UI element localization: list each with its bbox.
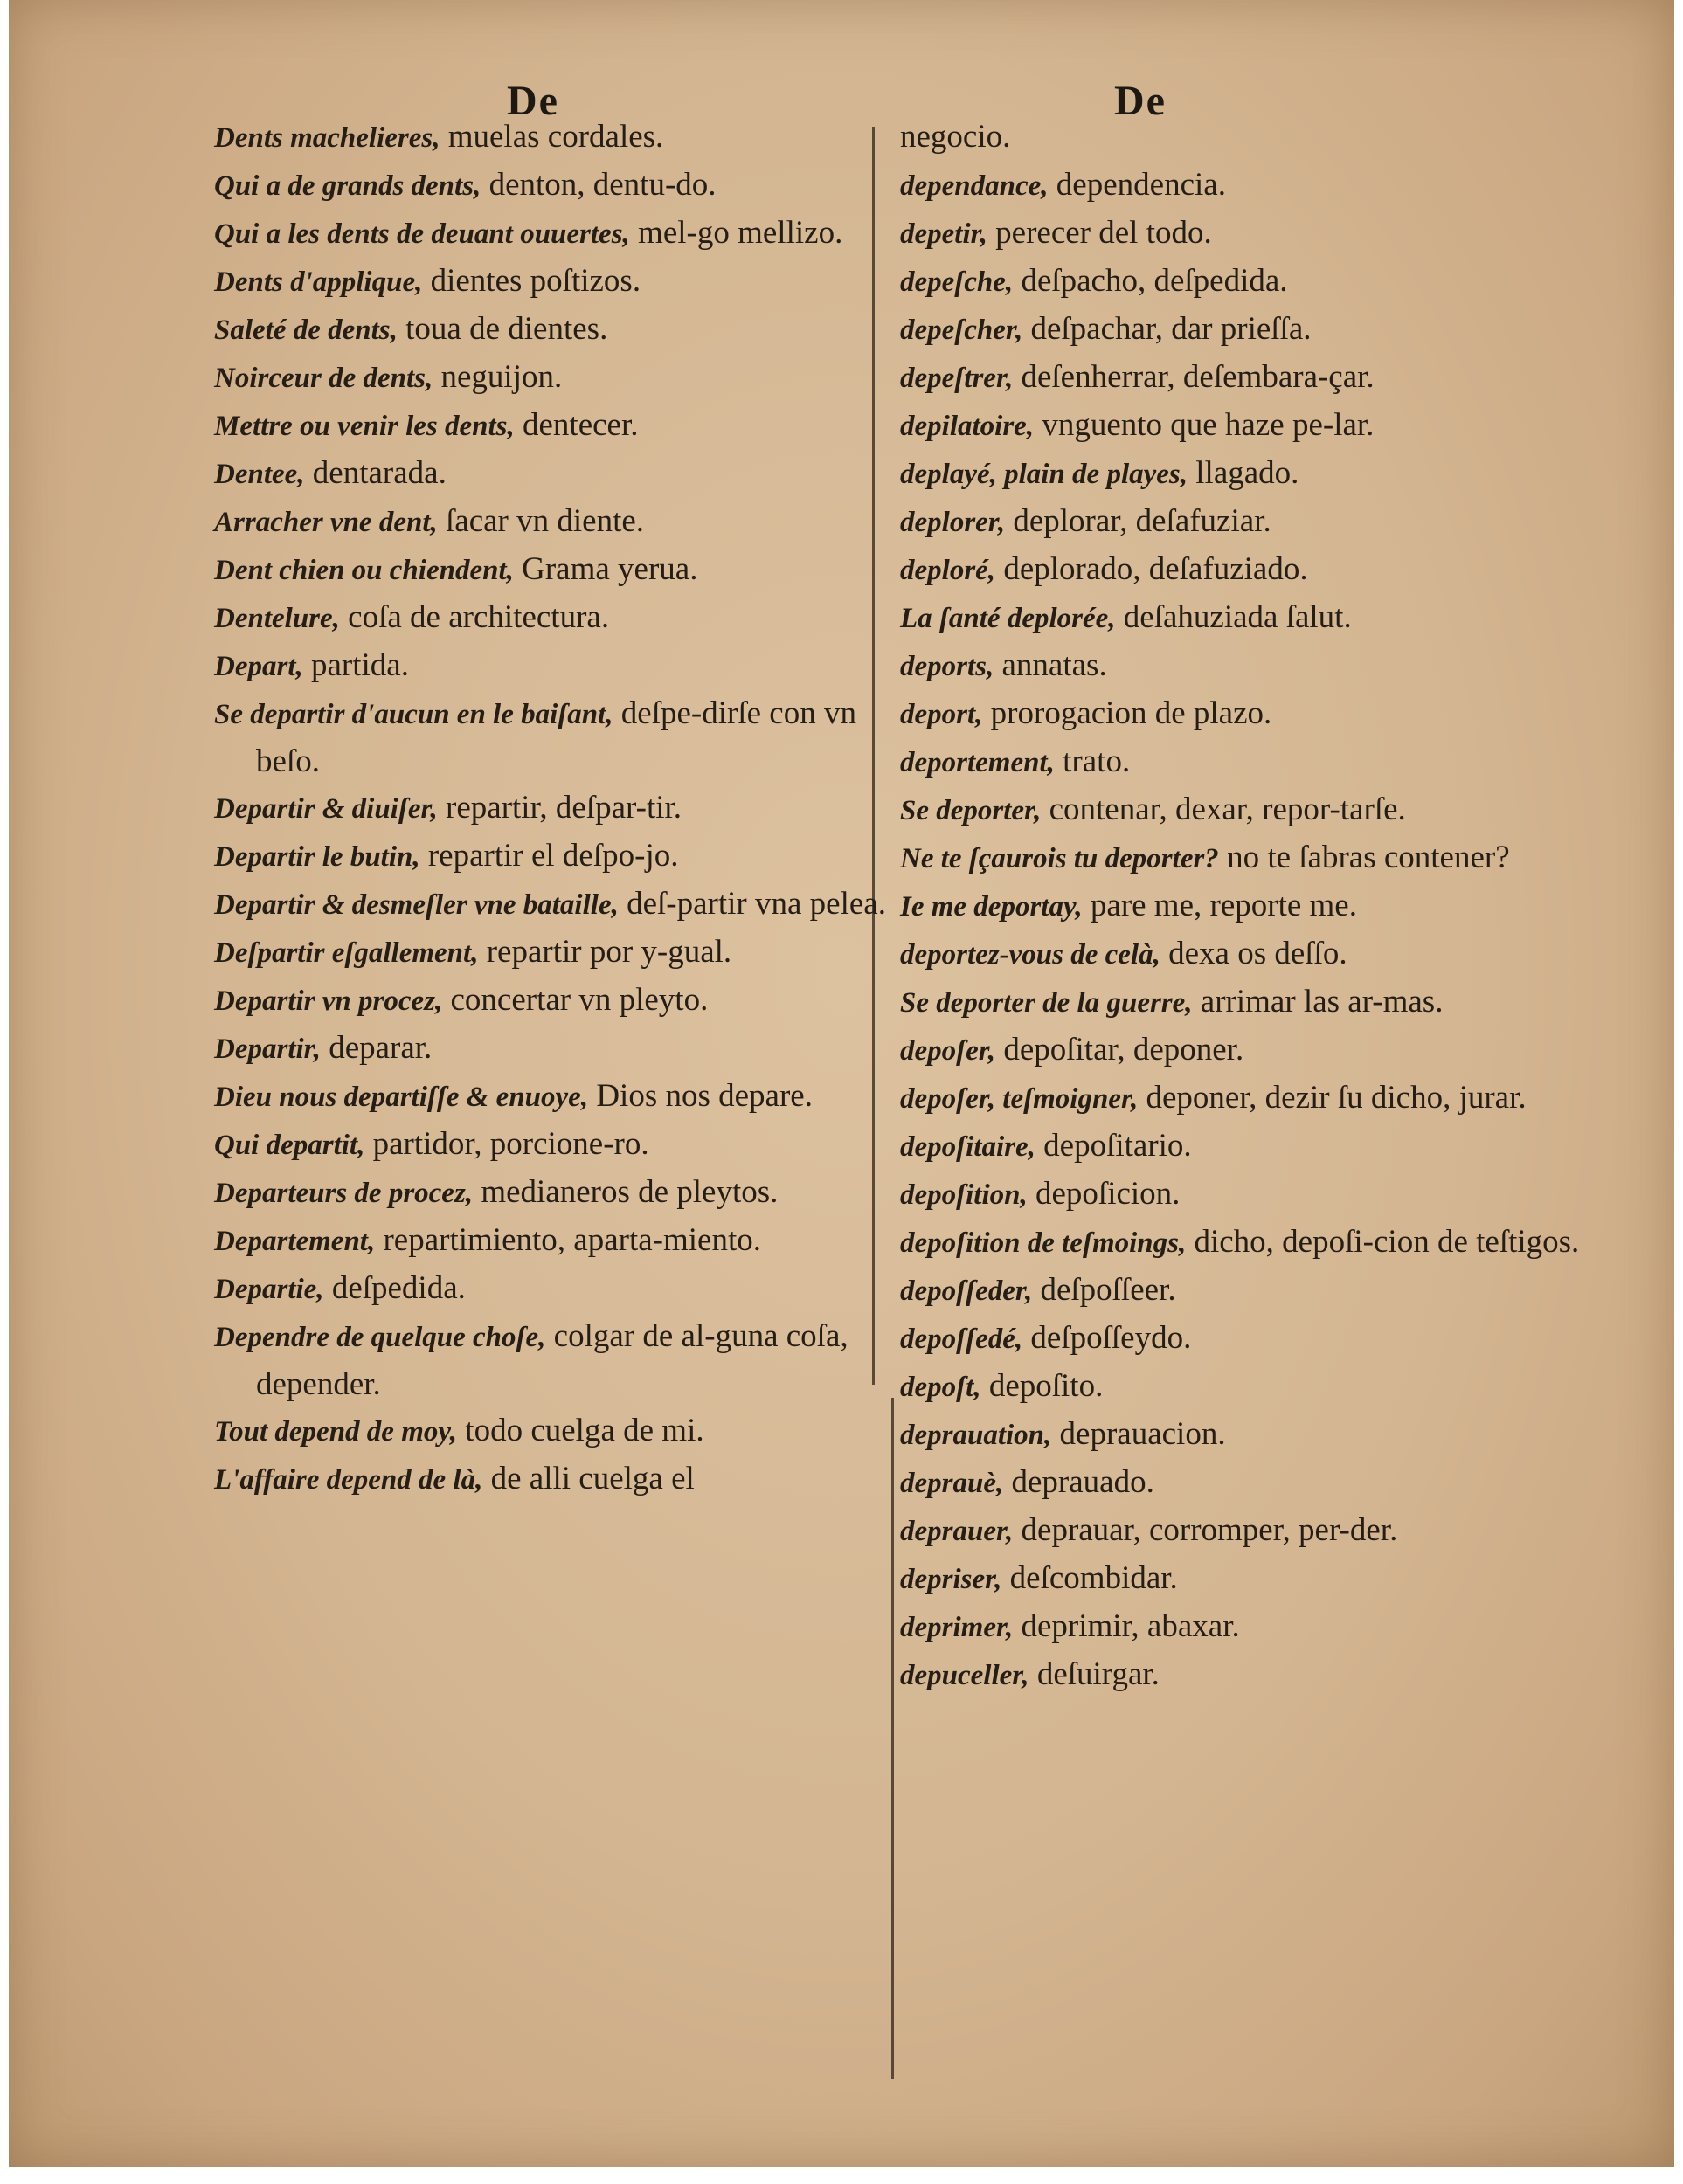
translation: deſahuziada ſalut. xyxy=(1115,599,1352,635)
headword: Departeurs de procez, xyxy=(214,1178,474,1209)
translation: Grama yerua. xyxy=(513,551,698,587)
headword: Se deporter, xyxy=(900,795,1042,826)
translation: llagado. xyxy=(1188,455,1299,491)
translation: deſpe-dirſe con vn beſo. xyxy=(256,695,856,779)
headword: deplorer, xyxy=(900,507,1006,538)
dictionary-entry xyxy=(900,594,1599,642)
translation: deſpoſſeer. xyxy=(1032,1272,1176,1308)
headword: depoſer, xyxy=(900,1035,996,1067)
translation: partida. xyxy=(302,647,409,683)
translation: deſpacho, deſpedida. xyxy=(1013,263,1288,299)
dictionary-entry xyxy=(900,882,1599,930)
dictionary-entry xyxy=(900,1123,1599,1171)
dictionary-entry xyxy=(900,1219,1599,1267)
headword: Ie me deportay, xyxy=(900,891,1083,923)
headword: L'affaire depend de là, xyxy=(214,1464,483,1496)
headword: deprauation, xyxy=(900,1420,1052,1451)
translation: deprauacion. xyxy=(1051,1416,1226,1452)
translation: de alli cuelga el xyxy=(482,1461,695,1496)
translation: deprimir, abaxar. xyxy=(1013,1608,1240,1644)
headword: depilatoire, xyxy=(900,411,1035,442)
dictionary-entry xyxy=(214,162,887,210)
translation: negocio. xyxy=(900,119,1011,155)
dictionary-entry xyxy=(214,1407,887,1455)
translation: repartir, deſpar-tir. xyxy=(437,790,682,826)
translation: repartir el deſpo-jo. xyxy=(419,838,679,874)
dictionary-entry xyxy=(214,690,887,784)
dictionary-entry xyxy=(214,929,887,977)
translation: pare me, reporte me. xyxy=(1082,888,1357,923)
translation: trato. xyxy=(1054,743,1131,779)
dictionary-entry xyxy=(900,1507,1599,1555)
headword: depoſition de teſmoings, xyxy=(900,1227,1187,1259)
dictionary-entry xyxy=(900,546,1599,594)
headword: Departir le butin, xyxy=(214,841,420,873)
dictionary-entry xyxy=(214,1073,887,1121)
running-head-right: De xyxy=(1114,78,1167,124)
headword: Se deporter de la guerre, xyxy=(900,987,1193,1019)
translation: deſpachar, dar prieſſa. xyxy=(1022,311,1312,347)
dictionary-entry xyxy=(900,210,1599,258)
translation: deprauar, corromper, per-der. xyxy=(1013,1512,1398,1548)
dictionary-entry xyxy=(214,1313,887,1407)
headword: Dents machelieres, xyxy=(214,122,440,154)
dictionary-entry xyxy=(214,306,887,354)
translation: annatas. xyxy=(994,647,1107,683)
translation: deprauado. xyxy=(1003,1464,1154,1500)
headword: Departir & diuiſer, xyxy=(214,793,438,825)
headword: Departir & desmeſler vne bataille, xyxy=(214,889,619,921)
headword: Tout depend de moy, xyxy=(214,1416,458,1448)
dictionary-entry xyxy=(900,1315,1599,1363)
translation: arrimar las ar-mas. xyxy=(1192,984,1444,1019)
headword: Departir, xyxy=(214,1033,321,1065)
headword: Departie, xyxy=(214,1274,324,1305)
dictionary-entry xyxy=(214,210,887,258)
headword: depeſcher, xyxy=(900,314,1023,346)
column-rule-lower xyxy=(891,1398,894,2079)
headword: Dentelure, xyxy=(214,603,340,634)
translation: coſa de architectura. xyxy=(339,599,610,635)
translation: deplorado, deſafuziado. xyxy=(995,551,1308,587)
headword: Qui a les dents de deuant ouuertes, xyxy=(214,218,630,250)
translation: dexa os deſſo. xyxy=(1160,936,1347,971)
headword: Depart, xyxy=(214,651,303,682)
headword: Saleté de dents, xyxy=(214,314,398,346)
translation: deſpoſſeydo. xyxy=(1022,1320,1192,1356)
translation: mel-go mellizo. xyxy=(629,215,843,251)
headword: Deſpartir eſgallement, xyxy=(214,937,479,969)
dictionary-entry xyxy=(214,784,887,833)
translation: repartir por y-gual. xyxy=(478,934,732,970)
headword: deportez-vous de celà, xyxy=(900,939,1160,971)
dictionary-entry xyxy=(214,881,887,929)
headword: depuceller, xyxy=(900,1660,1029,1691)
translation: colgar de al-guna coſa, depender. xyxy=(256,1318,848,1402)
dictionary-entry xyxy=(900,1026,1599,1075)
translation: deſuirgar. xyxy=(1028,1656,1160,1692)
dictionary-entry xyxy=(900,930,1599,978)
translation: dientes poſtizos. xyxy=(422,263,641,299)
dictionary-entry xyxy=(900,1603,1599,1651)
headword: Dieu nous departiſſe & enuoye, xyxy=(214,1082,589,1113)
translation: ſacar vn diente. xyxy=(437,503,645,539)
dictionary-entry xyxy=(214,1121,887,1169)
translation: muelas cordales. xyxy=(440,119,664,155)
dictionary-entry xyxy=(900,258,1599,306)
translation: partidor, porcione-ro. xyxy=(364,1126,649,1162)
dictionary-entry xyxy=(214,594,887,642)
dictionary-entry xyxy=(900,450,1599,498)
headword: depoſſeder, xyxy=(900,1275,1033,1307)
dictionary-entry xyxy=(900,306,1599,354)
dictionary-entry xyxy=(900,690,1599,738)
headword: depeſtrer, xyxy=(900,363,1014,394)
headword: deploré, xyxy=(900,555,996,586)
translation: depoſitar, deponer. xyxy=(995,1032,1244,1068)
dictionary-entry xyxy=(214,498,887,546)
dictionary-entry xyxy=(900,1459,1599,1507)
dictionary-entry xyxy=(214,258,887,306)
dictionary-entry xyxy=(900,738,1599,786)
dictionary-entry xyxy=(900,1363,1599,1411)
dictionary-entry xyxy=(214,450,887,498)
dictionary-entry xyxy=(900,642,1599,690)
headword: Arracher vne dent, xyxy=(214,507,438,538)
headword: depetir, xyxy=(900,218,987,250)
dictionary-entry xyxy=(900,1075,1599,1123)
translation: dicho, depoſi-cion de teſtigos. xyxy=(1186,1224,1580,1260)
dictionary-entry xyxy=(900,1555,1599,1603)
headword: Ne te ſçaurois tu deporter? xyxy=(900,843,1219,874)
translation: dependencia. xyxy=(1048,167,1226,203)
headword: La ſanté deplorée, xyxy=(900,603,1116,634)
translation: concertar vn pleyto. xyxy=(442,982,709,1018)
headword: depoſer, teſmoigner, xyxy=(900,1083,1139,1115)
translation: deplorar, deſafuziar. xyxy=(1005,503,1271,539)
dictionary-entry xyxy=(214,1217,887,1265)
dictionary-entry xyxy=(214,354,887,402)
translation: todo cuelga de mi. xyxy=(457,1413,704,1448)
headword: deports, xyxy=(900,651,994,682)
dictionary-entry xyxy=(900,498,1599,546)
headword: deprimer, xyxy=(900,1612,1014,1643)
headword: Qui departit, xyxy=(214,1130,365,1161)
headword: Se departir d'aucun en le baiſant, xyxy=(214,699,613,730)
dictionary-entry xyxy=(214,402,887,450)
headword: Dents d'applique, xyxy=(214,266,423,298)
headword: deprauer, xyxy=(900,1516,1014,1547)
translation: neguijon. xyxy=(433,359,563,395)
headword: deportement, xyxy=(900,747,1055,778)
dictionary-entry xyxy=(900,978,1599,1026)
translation: dentarada. xyxy=(304,455,447,491)
headword: Mettre ou venir les dents, xyxy=(214,411,515,442)
translation: toua de dientes. xyxy=(397,311,608,347)
headword: Departement, xyxy=(214,1226,376,1257)
headword: deplayé, plain de playes, xyxy=(900,459,1188,490)
translation: vnguento que haze pe-lar. xyxy=(1034,407,1375,443)
translation: no te ſabras contener? xyxy=(1218,840,1510,875)
translation: medianeros de pleytos. xyxy=(473,1174,779,1210)
headword: dependance, xyxy=(900,170,1049,202)
dictionary-entry xyxy=(900,162,1599,210)
translation: denton, dentu-do. xyxy=(481,167,717,203)
translation: deparar. xyxy=(320,1030,433,1066)
dictionary-entry xyxy=(900,1651,1599,1699)
translation: deſcombidar. xyxy=(1001,1560,1178,1596)
dictionary-entry xyxy=(900,402,1599,450)
headword: Noirceur de dents, xyxy=(214,363,433,394)
headword: depriser, xyxy=(900,1564,1002,1595)
translation: deſenherrar, deſembara-çar. xyxy=(1013,359,1375,395)
headword: Dentee, xyxy=(214,459,305,490)
translation: dentecer. xyxy=(514,407,639,443)
dictionary-entry xyxy=(214,977,887,1025)
dictionary-entry xyxy=(214,114,887,162)
dictionary-entry xyxy=(214,1265,887,1313)
headword: depoſt, xyxy=(900,1372,981,1403)
translation: deſ-partir vna pelea. xyxy=(618,886,886,922)
translation: depoſicion. xyxy=(1027,1176,1181,1212)
translation: perecer del todo. xyxy=(987,215,1212,251)
headword: Qui a de grands dents, xyxy=(214,170,481,202)
translation: contenar, dexar, repor-tarſe. xyxy=(1041,791,1406,827)
dictionary-entry xyxy=(900,1267,1599,1315)
running-head-left: De xyxy=(507,78,559,124)
translation: repartimiento, aparta-miento. xyxy=(375,1222,761,1258)
headword: depoſſedé, xyxy=(900,1324,1023,1355)
translation: Dios nos depare. xyxy=(588,1078,813,1114)
dictionary-entry xyxy=(214,1455,887,1503)
headword: Dent chien ou chiendent, xyxy=(214,555,514,586)
dictionary-entry xyxy=(214,833,887,881)
translation: depoſitario. xyxy=(1035,1128,1192,1164)
headword: depoſition, xyxy=(900,1179,1028,1211)
dictionary-entry xyxy=(900,834,1599,882)
dictionary-entry xyxy=(214,642,887,690)
dictionary-entry xyxy=(900,1411,1599,1459)
headword: depeſche, xyxy=(900,266,1014,298)
dictionary-entry xyxy=(900,786,1599,834)
dictionary-entry xyxy=(214,1169,887,1217)
headword: deprauè, xyxy=(900,1468,1004,1499)
left-column xyxy=(214,114,887,1503)
headword: depoſitaire, xyxy=(900,1131,1035,1163)
headword: deport, xyxy=(900,699,983,730)
dictionary-entry xyxy=(214,546,887,594)
translation: deſpedida. xyxy=(323,1270,466,1306)
translation: prorogacion de plazo. xyxy=(982,695,1272,731)
dictionary-entry-continuation xyxy=(900,114,1599,162)
translation: deponer, dezir ſu dicho, jurar. xyxy=(1138,1080,1527,1116)
translation: depoſito. xyxy=(980,1368,1104,1404)
headword: Departir vn procez, xyxy=(214,985,443,1017)
dictionary-entry xyxy=(900,354,1599,402)
right-column xyxy=(900,114,1599,1699)
dictionary-entry xyxy=(900,1171,1599,1219)
headword: Dependre de quelque choſe, xyxy=(214,1322,546,1353)
dictionary-entry xyxy=(214,1025,887,1073)
